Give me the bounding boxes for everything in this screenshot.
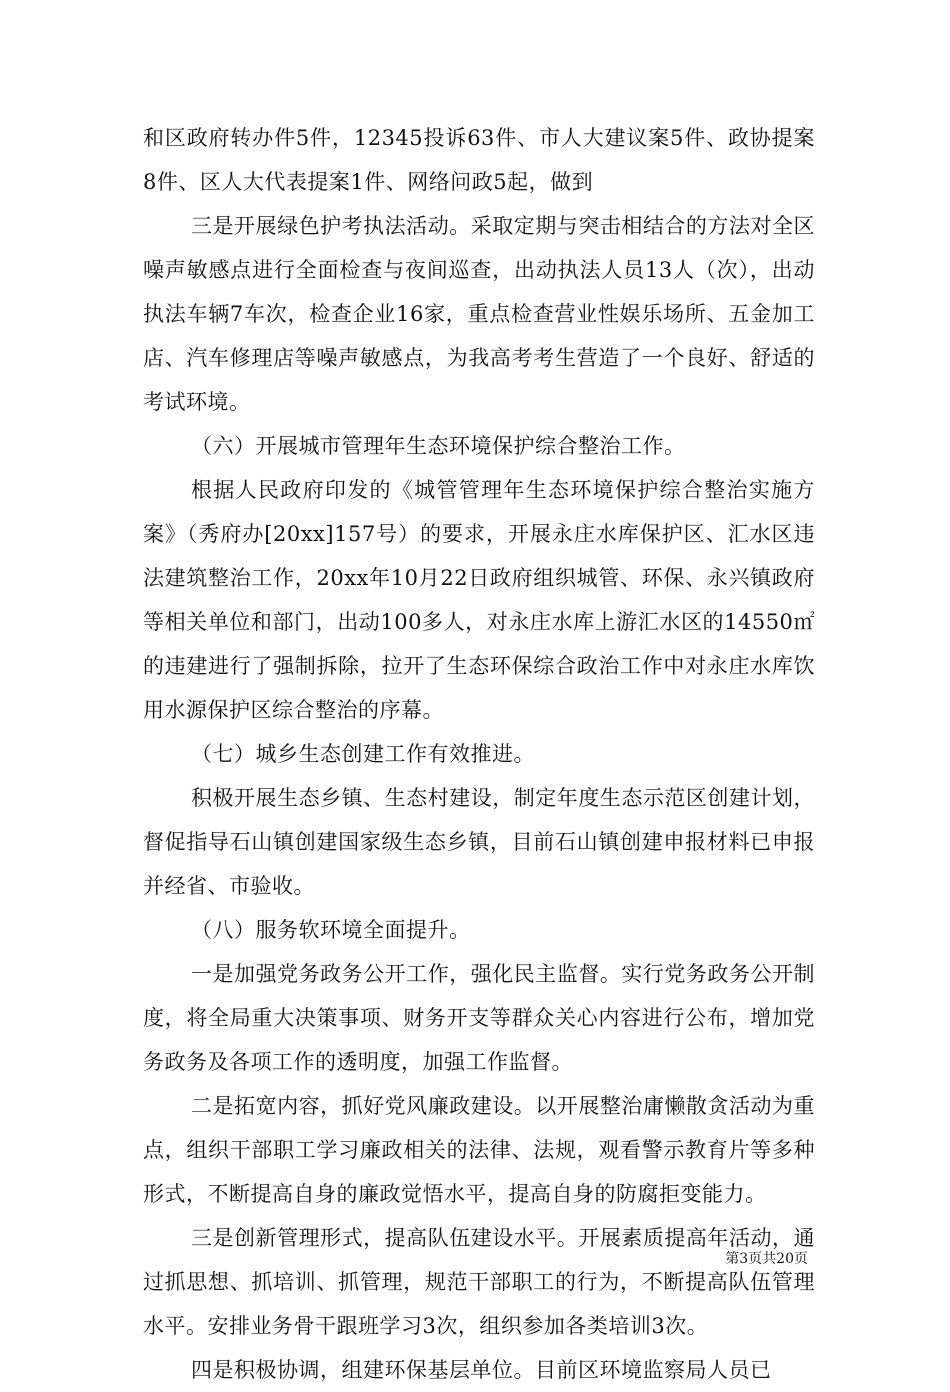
paragraph: 积极开展生态乡镇、生态村建设，制定年度生态示范区创建计划，督促指导石山镇创建国家级生态乡镇，目前石山镇创建申报材料已申报并经省、市验收。	[143, 786, 815, 898]
paragraph: 一是加强党务政务公开工作，强化民主监督。实行党务政务公开制度，将全局重大决策事项、财务开支等群众关心内容进行公布，增加党务政务及各项工作的透明度，加强工作监督。	[143, 962, 815, 1074]
paragraph: 四是积极协调，组建环保基层单位。目前区环境监察局人员已	[191, 1358, 772, 1382]
paragraph: （六）开展城市管理年生态环境保护综合整治工作。	[191, 434, 686, 458]
paragraph: 三是开展绿色护考执法活动。采取定期与突击相结合的方法对全区噪声敏感点进行全面检查与夜间巡查，出动执法人员13人（次），出动执法车辆7车次，检查企业16家，重点检查营业性娱乐场所、五金加工店、汽车修理店等噪声敏感点，为我高考考生营造了一个良好、舒适的考试环境。	[143, 214, 815, 414]
paragraph: 二是拓宽内容，抓好党风廉政建设。以开展整治庸懒散贪活动为重点，组织干部职工学习廉政相关的法律、法规，观看警示教育片等多种形式，不断提高自身的廉政觉悟水平，提高自身的防腐拒变能力。	[143, 1094, 815, 1206]
page-number: 第3页共20页	[725, 1251, 808, 1267]
paragraph: （八）服务软环境全面提升。	[191, 918, 471, 942]
document-body	[143, 116, 815, 1392]
paragraph: 三是创新管理形式，提高队伍建设水平。开展素质提高年活动，通过抓思想、抓培训、抓管理，规范干部职工的行为，不断提高队伍管理水平。安排业务骨干跟班学习3次，组织参加各类培训3次。	[143, 1226, 815, 1338]
paragraph: 和区政府转办件5件，12345投诉63件、市人大建议案5件、政协提案8件、区人大代表提案1件、网络问政5起，做到	[143, 126, 815, 194]
paragraph: （七）城乡生态创建工作有效推进。	[191, 742, 535, 766]
paragraph: 根据人民政府印发的《城管管理年生态环境保护综合整治实施方案》（秀府办[20xx]157号）的要求，开展永庄水库保护区、汇水区违法建筑整治工作，20xx年10月22日政府组织城管、环保、永兴镇政府等相关单位和部门，出动100多人，对永庄水库上游汇水区的14550㎡的违建进行了强制拆除，拉开了生态环保综合政治工作中对永庄水库饮用水源保护区综合整治的序幕。	[143, 478, 815, 722]
